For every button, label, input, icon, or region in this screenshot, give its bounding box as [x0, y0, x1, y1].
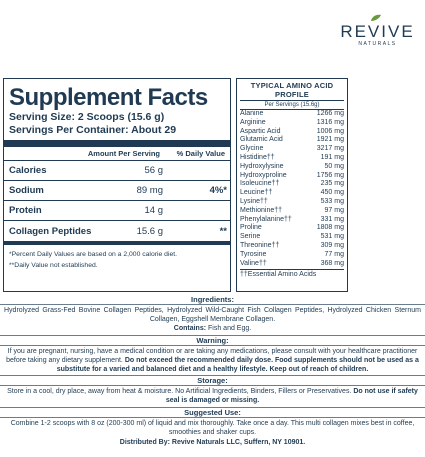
nutrient-amount: 14 g: [144, 205, 163, 216]
warning-bold-text: Do not exceed the recommended daily dose. Food supplements should not be used as a substitute for a varied and balanced diet and a healthy lifestyle. Keep out of reach of children.: [56, 356, 419, 374]
amino-value: 450 mg: [320, 189, 344, 197]
contains-value: Fish and Egg.: [208, 325, 252, 333]
amino-name: Lysine††: [240, 197, 268, 205]
amino-row: [240, 128, 344, 137]
amino-value: 1316 mg: [316, 118, 344, 126]
amino-row: [240, 136, 344, 145]
amino-row: [240, 119, 344, 128]
brand-logo: [340, 22, 415, 47]
amino-row: [240, 251, 344, 260]
amino-row: [240, 180, 344, 189]
essential-footnote: ††Essential Amino Acids: [240, 269, 344, 278]
servings-per-container: Servings Per Container: About 29: [9, 124, 177, 136]
contains-label: Contains:: [173, 325, 207, 333]
amino-title: TYPICAL AMINO ACID PROFILE: [240, 81, 344, 101]
amino-value: 1808 mg: [316, 224, 344, 232]
amino-acid-panel: [236, 78, 348, 292]
nutrient-name: Protein: [9, 205, 42, 216]
amino-row: [240, 110, 344, 119]
amino-per-serving: Per Servings (15.6g): [240, 101, 344, 110]
amino-list: [240, 110, 344, 268]
facts-row: [4, 181, 230, 201]
ingredients-body: [0, 305, 425, 336]
amino-value: 309 mg: [320, 241, 344, 249]
ingredients-text: Hydrolyzed Grass-Fed Bovine Collagen Peptides, Hydrolyzed Wild-Caught Fish Collagen Peptides, Hydrolyzed Chicken Sternum Collagen, Eggshell Membrane Collagen.: [4, 307, 421, 324]
amino-name: Phenylalanine††: [240, 215, 292, 223]
serving-size: Serving Size: 2 Scoops (15.6 g): [9, 111, 165, 123]
amino-name: Proline: [240, 224, 262, 232]
distributed-by: Distributed By: Revive Naturals LLC, Suffern, NY 10901.: [119, 439, 306, 447]
amino-value: 1006 mg: [316, 127, 344, 135]
nutrient-amount: 56 g: [144, 165, 163, 176]
amino-value: 50 mg: [324, 162, 344, 170]
amino-value: 235 mg: [320, 180, 344, 188]
storage-bold-text: Do not use if safety seal is damaged or missing.: [165, 388, 418, 405]
amino-row: [240, 172, 344, 181]
amino-name: Alanine: [240, 110, 264, 117]
amino-name: Isoleucine††: [240, 180, 280, 188]
warning-text: If you are pregnant, nursing, have a medical condition or are taking any medications, please consult with your healthcare practitioner before taking any dietary supplement.: [6, 347, 418, 364]
storage-text: Store in a cool, dry place, away from heat & moisture. No Artificial Ingredients, Binders, Fillers or Preservatives.: [7, 388, 352, 396]
suggested-use-body: Combine 1-2 scoops with 8 oz (200-300 ml) of liquid and mix thoroughly. Take once a day. This multi collagen mixes best in coffee, smoothies and shaker cups.: [10, 419, 415, 436]
label-text-section: [0, 295, 425, 448]
facts-footnotes: [4, 245, 230, 271]
facts-row: [4, 221, 230, 241]
amino-row: [240, 224, 344, 233]
amino-name: Hydroxylysine: [240, 162, 284, 170]
amino-name: Glycine: [240, 145, 264, 153]
amino-value: 1921 mg: [316, 136, 344, 144]
amino-row: [240, 242, 344, 251]
nutrient-name: Calories: [9, 165, 47, 176]
ingredients-heading: Ingredients:: [0, 295, 425, 305]
facts-column-header: [4, 147, 230, 161]
amino-row: [240, 233, 344, 242]
amino-value: 533 mg: [320, 197, 344, 205]
amino-value: 368 mg: [320, 259, 344, 267]
amino-row: [240, 216, 344, 225]
amino-row: [240, 207, 344, 216]
facts-row: [4, 161, 230, 181]
amino-value: 1756 mg: [316, 171, 344, 179]
facts-title: Supplement Facts: [9, 84, 208, 111]
nutrient-dv: 4%*: [209, 185, 227, 196]
dv-footnote: *Percent Daily Values are based on a 2,000 calorie diet.: [9, 251, 178, 258]
amino-row: [240, 163, 344, 172]
amino-row: [240, 198, 344, 207]
amino-row: [240, 145, 344, 154]
amino-value: 77 mg: [324, 250, 344, 258]
amino-row: [240, 260, 344, 269]
amino-value: 3217 mg: [316, 145, 344, 153]
warning-body: [0, 346, 425, 377]
contains-line: [4, 324, 421, 333]
amino-name: Aspartic Acid: [240, 127, 281, 135]
thick-divider: [4, 140, 230, 147]
amino-row: [240, 189, 344, 198]
amino-name: Valine††: [240, 259, 267, 267]
nutrient-name: Sodium: [9, 185, 44, 196]
nutrient-dv: **: [219, 225, 227, 237]
nutrient-amount: 15.6 g: [136, 225, 163, 237]
facts-row: [4, 201, 230, 221]
amino-value: 331 mg: [320, 215, 344, 223]
amino-name: Glutamic Acid: [240, 136, 283, 144]
storage-body: [0, 386, 425, 407]
amino-name: Methionine††: [240, 206, 283, 214]
amino-row: [240, 154, 344, 163]
nutrient-amount: 89 mg: [136, 185, 163, 196]
brand-subname: NATURALS: [358, 41, 397, 47]
storage-heading: Storage:: [0, 376, 425, 386]
amino-value: 97 mg: [324, 206, 344, 214]
amino-name: Arginine: [240, 118, 266, 126]
leaf-icon: [370, 14, 382, 22]
amino-name: Leucine††: [240, 189, 273, 197]
warning-heading: Warning:: [0, 336, 425, 346]
amino-name: Histidine††: [240, 153, 275, 161]
amount-header: Amount Per Serving: [87, 149, 160, 158]
amino-name: Threonine††: [240, 241, 280, 249]
amino-name: Serine: [240, 233, 261, 241]
amino-value: 191 mg: [320, 153, 344, 161]
amino-name: Tyrosine: [240, 250, 267, 258]
nutrient-name: Collagen Peptides: [9, 225, 92, 237]
brand-name: REVIVE: [340, 22, 415, 41]
dv-not-established-footnote: **Daily Value not established.: [9, 262, 98, 269]
amino-value: 531 mg: [320, 233, 344, 241]
amino-value: 1266 mg: [316, 110, 344, 117]
dv-header: % Daily Value: [176, 149, 225, 158]
amino-name: Hydroxyproline: [240, 171, 287, 179]
suggested-use-heading: Suggested Use:: [0, 408, 425, 418]
supplement-facts-panel: [3, 78, 231, 292]
